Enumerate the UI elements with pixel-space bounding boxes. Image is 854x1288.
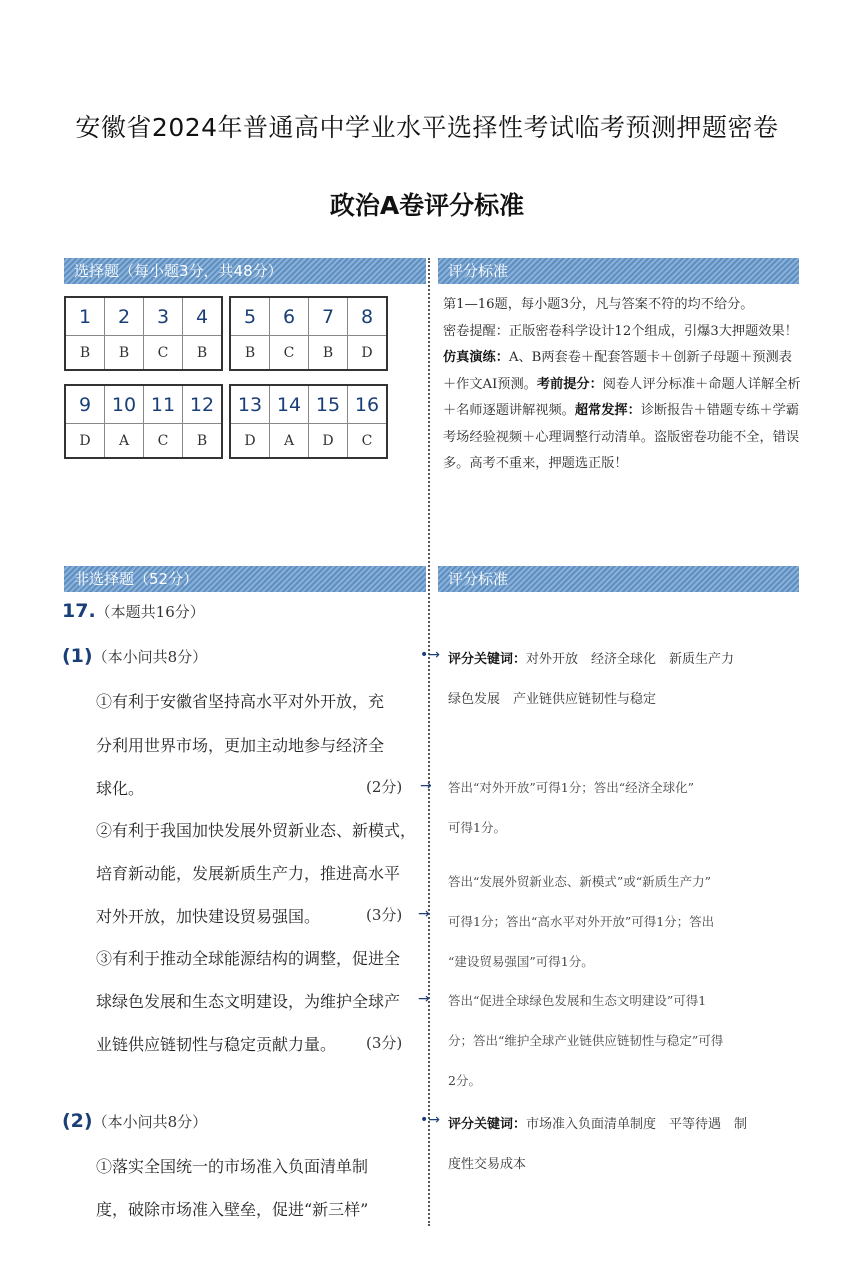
answer-line: ③有利于推动全球能源结构的调整，促进全 — [96, 949, 401, 968]
arrow-icon: → — [420, 778, 432, 794]
scoring-note: 答出“促进全球绿色发展和生态文明建设”可得1 — [448, 993, 707, 1008]
answer-letter: B — [105, 336, 144, 371]
promo-paragraph: 密卷提醒：正版密卷科学设计12个组成，引爆3大押题效果！仿真演练：A、B两套卷＋配套答题卡＋创新子母题＋预测表＋作文AI预测。考前提分：阅卷人评分标准＋命题人详解全析＋名师逐题讲解视频。超常发挥：诊断报告＋错题专练＋学霸考场经验视频＋心理调整行动清单。盗版密卷功能不全，错误多。高考不重来，押题选正版！ — [443, 323, 801, 471]
part-1-heading: (1)（本小问共8分） — [62, 645, 208, 667]
scoring-note: 可得1分；答出“高水平对外开放”可得1分；答出 — [448, 914, 715, 929]
question-number: 14 — [270, 385, 309, 424]
scoring-note: 分；答出“维护全球产业链供应链韧性与稳定”可得 — [448, 1033, 724, 1048]
answer-letter: D — [230, 424, 270, 459]
answer-line: ①有利于安徽省坚持高水平对外开放，充 — [96, 692, 385, 711]
score-label: (2分) — [366, 778, 403, 796]
answer-line: 球化。 — [96, 779, 145, 798]
answer-line: 度，破除市场准入壁垒，促进“新三样” — [96, 1200, 369, 1219]
nonchoice-section-bar: 非选择题（52分） — [64, 566, 426, 592]
question-number: 7 — [309, 297, 348, 336]
nonchoice-rule-bar: 评分标准 — [438, 566, 799, 592]
question-number: 1 — [65, 297, 105, 336]
answer-line: 球绿色发展和生态文明建设，为维护全球产 — [96, 992, 401, 1011]
question-number: 6 — [270, 297, 309, 336]
part-2-keywords: 评分关键词：市场准入负面清单制度 平等待遇 制 — [448, 1117, 748, 1132]
scoring-note: 答出“对外开放”可得1分；答出“经济全球化” — [448, 780, 695, 795]
answer-line: 业链供应链韧性与稳定贡献力量。 — [96, 1035, 337, 1054]
rule-paragraph: 第1—16题，每小题3分，凡与答案不符的均不给分。 — [443, 297, 754, 312]
arrow-icon: •→ — [420, 647, 440, 663]
score-label: (3分) — [366, 1034, 403, 1052]
question-number: 11 — [144, 385, 183, 424]
answer-letter: C — [144, 336, 183, 371]
answer-letter: B — [183, 336, 223, 371]
answer-letter: B — [65, 336, 105, 371]
question-number: 5 — [230, 297, 270, 336]
document-subtitle: 政治A卷评分标准 — [329, 191, 525, 220]
answer-line: 培育新动能，发展新质生产力，推进高水平 — [96, 864, 401, 883]
answer-line: ①落实全国统一的市场准入负面清单制 — [96, 1157, 369, 1176]
part-2-heading: (2)（本小问共8分） — [62, 1110, 208, 1132]
question-17-heading: 17.（本题共16分） — [62, 600, 205, 622]
answer-letter: B — [183, 424, 223, 459]
answer-grid-9-12 — [64, 384, 223, 459]
question-number: 12 — [183, 385, 223, 424]
part-1-keywords-cont: 绿色发展 产业链供应链韧性与稳定 — [448, 692, 657, 707]
scoring-rule-text — [443, 292, 801, 478]
question-number: 4 — [183, 297, 223, 336]
answer-letter: C — [270, 336, 309, 371]
answer-letter: C — [144, 424, 183, 459]
answer-letter: D — [65, 424, 105, 459]
answer-letter: C — [348, 424, 388, 459]
answer-grid-13-16 — [229, 384, 388, 459]
question-number: 13 — [230, 385, 270, 424]
question-number: 3 — [144, 297, 183, 336]
answer-letter: D — [309, 424, 348, 459]
answer-letter: B — [230, 336, 270, 371]
answer-grid-1-4 — [64, 296, 223, 371]
question-number: 15 — [309, 385, 348, 424]
scoring-note: 2分。 — [448, 1073, 481, 1088]
arrow-icon: → — [418, 991, 430, 1007]
document-title: 安徽省2024年普通高中学业水平选择性考试临考预测押题密卷 — [75, 113, 779, 142]
answer-line: 分利用世界市场，更加主动地参与经济全 — [96, 736, 385, 755]
question-number: 2 — [105, 297, 144, 336]
scoring-note: “建设贸易强国”可得1分。 — [448, 954, 594, 969]
question-number: 9 — [65, 385, 105, 424]
answer-line: ②有利于我国加快发展外贸新业态、新模式， — [96, 821, 417, 840]
answer-letter: D — [348, 336, 388, 371]
question-number: 10 — [105, 385, 144, 424]
answer-letter: A — [270, 424, 309, 459]
answer-grid-5-8 — [229, 296, 388, 371]
scoring-note: 答出“发展外贸新业态、新模式”或“新质生产力” — [448, 874, 712, 889]
question-number: 8 — [348, 297, 388, 336]
part-1-keywords: 评分关键词：对外开放 经济全球化 新质生产力 — [448, 652, 735, 667]
scoring-note: 可得1分。 — [448, 820, 506, 835]
arrow-icon: •→ — [420, 1112, 440, 1128]
rule-section-bar: 评分标准 — [438, 258, 799, 284]
question-number: 16 — [348, 385, 388, 424]
arrow-icon: → — [418, 906, 430, 922]
answer-letter: B — [309, 336, 348, 371]
column-divider — [428, 258, 430, 1226]
choice-section-bar: 选择题（每小题3分，共48分） — [64, 258, 426, 284]
answer-letter: A — [105, 424, 144, 459]
answer-line: 对外开放，加快建设贸易强国。 — [96, 907, 321, 926]
score-label: (3分) — [366, 906, 403, 924]
part-2-keywords-cont: 度性交易成本 — [448, 1157, 527, 1172]
